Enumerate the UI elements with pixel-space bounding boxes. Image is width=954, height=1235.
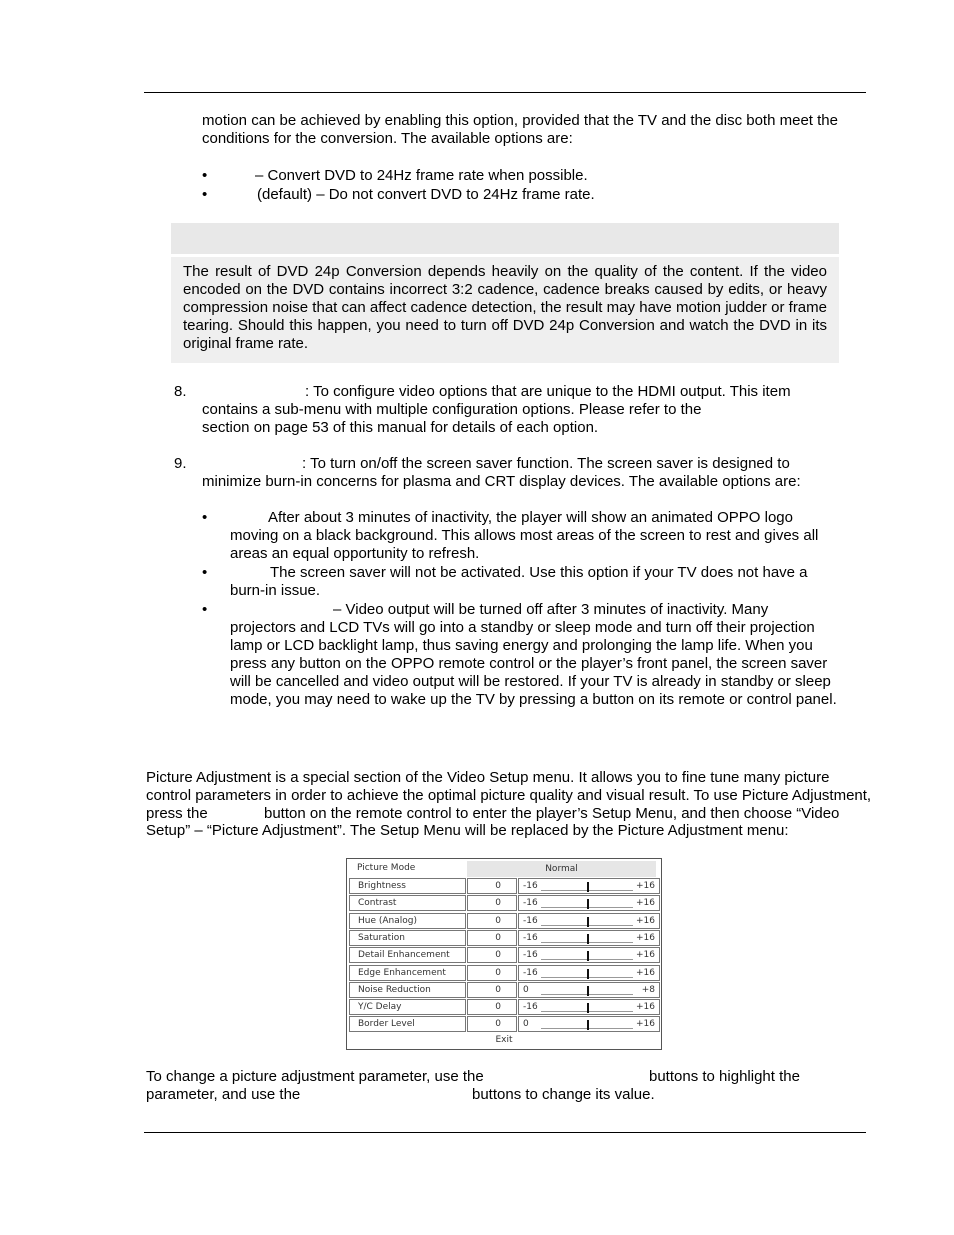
pa-setting-row[interactable]	[349, 947, 660, 963]
pa-slider-max: +16	[636, 881, 655, 891]
pa-slider-min: 0	[523, 1019, 529, 1030]
picture-adjustment-menu	[346, 858, 662, 1050]
pa-setting-label: Hue (Analog)	[349, 913, 466, 929]
note-box	[171, 257, 839, 363]
pa-setting-value: 0	[467, 930, 517, 946]
pa-slider-knob[interactable]	[587, 899, 589, 909]
item-9-line-2: minimize burn-in concerns for plasma and CRT display devices. The available options are:	[202, 473, 801, 490]
pa-setting-label: Brightness	[349, 878, 466, 894]
saver-off-line-2: burn-in issue.	[230, 582, 321, 599]
note-header-bar	[171, 223, 839, 254]
pa-slider-min: -16	[523, 967, 538, 978]
saver-energy-line-5: will be cancelled and video output will be restored. If your TV is already in standby or sleep	[230, 673, 831, 690]
pa-slider-max: +16	[636, 915, 655, 926]
item-8-line-3: section on page 53 of this manual for details of each option.	[202, 419, 599, 436]
pa-slider[interactable]	[518, 999, 660, 1015]
pa-slider[interactable]	[518, 913, 660, 929]
change-line-1a: To change a picture adjustment parameter, use the	[146, 1068, 484, 1085]
change-line-1b: buttons to highlight the	[649, 1068, 800, 1085]
top-rule	[144, 92, 866, 93]
item-9-line-1: : To turn on/off the screen saver function. The screen saver is designed to	[302, 455, 790, 472]
pa-setting-value: 0	[467, 895, 517, 911]
pa-setting-row[interactable]	[349, 878, 660, 894]
pa-setting-row[interactable]	[349, 965, 660, 981]
pa-setting-row[interactable]	[349, 913, 660, 929]
pa-slider[interactable]	[518, 965, 660, 981]
picture-mode-value[interactable]: Normal	[467, 861, 656, 877]
saver-energy-line-4: press any button on the OPPO remote control or the player’s front panel, the screen saver	[230, 655, 828, 672]
pa-slider-min: -16	[523, 898, 538, 909]
pa-slider-min: -16	[523, 932, 538, 943]
saver-on-line-1: After about 3 minutes of inactivity, the player will show an animated OPPO logo	[268, 509, 793, 526]
pa-slider[interactable]	[518, 982, 660, 998]
dvd24-option-off: (default) – Do not convert DVD to 24Hz frame rate.	[257, 186, 595, 203]
bullet: •	[202, 509, 208, 526]
pa-slider-knob[interactable]	[587, 934, 589, 944]
pa-slider-knob[interactable]	[587, 1020, 589, 1030]
picture-mode-row[interactable]	[349, 861, 660, 877]
pa-slider-min: 0	[523, 984, 529, 995]
pa-intro-line-3a: press the	[146, 805, 208, 822]
bullet: •	[202, 186, 208, 203]
pa-setting-label: Saturation	[349, 930, 466, 946]
pa-slider[interactable]	[518, 930, 660, 946]
note-text: The result of DVD 24p Conversion depends heavily on the quality of the content. If the video encoded on the DVD contains incorrect 3:2 cadence, cadence breaks caused by edits, or heavy compression noise that can affect cadence detection, the result may have motion judder or frame tearing. Should this happen, you need to turn off DVD 24p Conversion and watch the DVD in its original frame rate.	[183, 263, 827, 352]
pa-intro-line-4: Setup” – “Picture Adjustment”. The Setup Menu will be replaced by the Picture Adjustment menu:	[146, 822, 789, 839]
saver-on-line-2: moving on a black background. This allows most areas of the screen to rest and gives all	[230, 527, 819, 544]
pa-slider-min: -16	[523, 1002, 538, 1013]
bullet: •	[202, 564, 208, 581]
pa-slider[interactable]	[518, 1016, 660, 1032]
dvd24-option-on: – Convert DVD to 24Hz frame rate when possible.	[255, 167, 588, 184]
pa-setting-label: Contrast	[349, 895, 466, 911]
pa-slider-knob[interactable]	[587, 882, 589, 892]
pa-setting-row[interactable]	[349, 930, 660, 946]
pa-slider-max: +16	[636, 950, 655, 961]
pa-intro-line-1: Picture Adjustment is a special section of the Video Setup menu. It allows you to fine tune many picture	[146, 769, 830, 786]
pa-slider-max: +8	[641, 984, 655, 995]
saver-on-line-3: areas an equal opportunity to refresh.	[230, 545, 480, 562]
pa-slider-knob[interactable]	[587, 951, 589, 961]
item-8-number: 8.	[174, 383, 187, 400]
pa-slider-min: -16	[523, 950, 538, 961]
saver-off-line-1: The screen saver will not be activated. Use this option if your TV does not have a	[270, 564, 808, 581]
pa-setting-value: 0	[467, 1016, 517, 1032]
intro-line-2: conditions for the conversion. The available options are:	[202, 130, 573, 147]
pa-setting-value: 0	[467, 913, 517, 929]
pa-setting-value: 0	[467, 947, 517, 963]
pa-slider-max: +16	[636, 932, 655, 943]
pa-slider-max: +16	[636, 898, 655, 909]
pa-setting-value: 0	[467, 965, 517, 981]
pa-slider[interactable]	[518, 895, 660, 911]
intro-line-1: motion can be achieved by enabling this option, provided that the TV and the disc both meet the	[202, 112, 838, 129]
bottom-rule	[144, 1132, 866, 1133]
pa-setting-row[interactable]	[349, 1016, 660, 1032]
pa-slider-knob[interactable]	[587, 917, 589, 927]
pa-setting-label: Detail Enhancement	[349, 947, 466, 963]
pa-setting-label: Y/C Delay	[349, 999, 466, 1015]
pa-intro-line-2: control parameters in order to achieve the optimal picture quality and visual result. To use Picture Adjustment,	[146, 787, 872, 804]
item-8-line-2: contains a sub-menu with multiple configuration options. Please refer to the	[202, 401, 702, 418]
bullet: •	[202, 601, 208, 618]
pa-slider-knob[interactable]	[587, 986, 589, 996]
pa-setting-label: Border Level	[349, 1016, 466, 1032]
exit-button[interactable]: Exit	[495, 1035, 513, 1045]
saver-energy-line-1: – Video output will be turned off after 3 minutes of inactivity. Many	[333, 601, 769, 618]
pa-setting-row[interactable]	[349, 999, 660, 1015]
picture-mode-label: Picture Mode	[349, 861, 466, 877]
saver-energy-line-6: mode, you may need to wake up the TV by pressing a button on its remote or control panel.	[230, 691, 837, 708]
pa-setting-row[interactable]	[349, 895, 660, 911]
pa-slider-knob[interactable]	[587, 1003, 589, 1013]
pa-slider-max: +16	[636, 1002, 655, 1013]
pa-slider-min: -16	[523, 881, 538, 891]
pa-intro-line-3b: button on the remote control to enter the player’s Setup Menu, and then choose “Video	[264, 805, 840, 822]
pa-setting-label: Edge Enhancement	[349, 965, 466, 981]
saver-energy-line-3: lamp or LCD backlight lamp, thus saving energy and prolonging the lamp life. When you	[230, 637, 813, 654]
pa-setting-value: 0	[467, 878, 517, 894]
change-line-2b: buttons to change its value.	[472, 1086, 655, 1103]
pa-slider-max: +16	[636, 1019, 655, 1030]
pa-slider[interactable]	[518, 878, 660, 894]
pa-setting-value: 0	[467, 999, 517, 1015]
saver-energy-line-2: projectors and LCD TVs will go into a standby or sleep mode and turn off their projection	[230, 619, 815, 636]
item-9-number: 9.	[174, 455, 187, 472]
item-8-line-1: : To configure video options that are unique to the HDMI output. This item	[305, 383, 791, 400]
pa-slider-knob[interactable]	[587, 969, 589, 979]
pa-slider[interactable]	[518, 947, 660, 963]
bullet: •	[202, 167, 208, 184]
change-line-2a: parameter, and use the	[146, 1086, 301, 1103]
pa-setting-row[interactable]	[349, 982, 660, 998]
pa-setting-label: Noise Reduction	[349, 982, 466, 998]
pa-slider-max: +16	[636, 967, 655, 978]
pa-slider-min: -16	[523, 915, 538, 926]
pa-setting-value: 0	[467, 982, 517, 998]
